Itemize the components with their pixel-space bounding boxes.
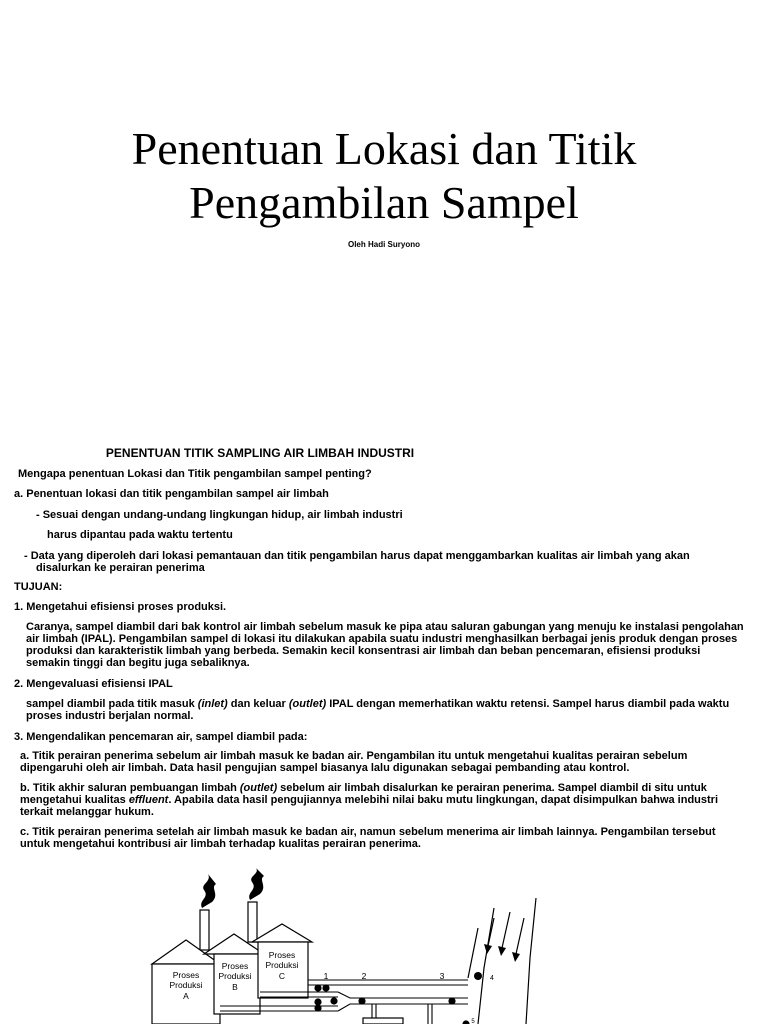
point-a-sub2-line1: - Data yang diperoleh dari lokasi pemantauan dan titik pengambilan harus dapat menggambarkan kualitas air limbah yang akan (24, 550, 690, 562)
point-a-sub1-line2: harus dipantau pada waktu tertentu (47, 529, 233, 541)
point-label-2: 2 (361, 971, 367, 981)
item2-text-b: dan keluar (227, 698, 289, 710)
item3b-outlet: (outlet) (239, 782, 278, 794)
tujuan-label: TUJUAN: (14, 581, 63, 593)
point-label-5: 5 (471, 1019, 475, 1024)
cover-title-line1: Penentuan Lokasi dan Titik (131, 123, 637, 174)
doc-question: Mengapa penentuan Lokasi dan Titik pengambilan sampel penting? (18, 468, 372, 480)
item3a: a. Titik perairan penerima sebelum air limbah masuk ke badan air. Pengambilan itu untuk mengetahui kualitas perairan sebelum dipengaruhi oleh air limbah. Data hasil pengujian sampel biasanya lalu digunakan sebagai pembanding atau kontrol. (20, 750, 688, 774)
river-right-bank (526, 898, 536, 1024)
item3c: c. Titik perairan penerima setelah air limbah masuk ke badan air, namun sebelum menerima air limbah lainnya. Pengambilan tersebut untuk mengetahui kontribusi air limbah terhadap kualitas perairan penerima. (20, 826, 716, 850)
cover-title (0, 122, 768, 230)
flow-arrows (488, 912, 524, 954)
item2-text-c: IPAL dengan memerhatikan waktu retensi. Sampel harus diambil pada waktu proses industri berjalan normal. (26, 698, 730, 722)
point-label-3: 3 (439, 971, 445, 981)
house-b-label-2: Produksi (218, 971, 252, 981)
point-label-4: 4 (490, 975, 494, 982)
point-a: a. Penentuan lokasi dan titik pengambilan sampel air limbah (14, 488, 329, 500)
smoke-a-icon (201, 874, 216, 908)
house-b-label-1: Proses (221, 961, 249, 971)
item3b-text-a: b. Titik akhir saluran pembuangan limbah (20, 782, 240, 794)
smoke-b-icon (249, 868, 264, 900)
doc-heading: PENENTUAN TITIK SAMPLING AIR LIMBAH INDUSTRI (105, 446, 415, 460)
chimney-b (248, 902, 257, 942)
item2-inlet: (inlet) (197, 698, 228, 710)
point-a-sub1-line1: - Sesuai dengan undang-undang lingkungan hidup, air limbah industri (36, 509, 403, 521)
chimney-a (200, 910, 209, 950)
point-label-1: 1 (323, 971, 329, 981)
cover-title-line2: Pengambilan Sampel (189, 177, 579, 228)
item3b-effluent: effluent (128, 794, 169, 806)
house-c-label-2: Produksi (265, 960, 299, 970)
item3b-text-c: . Apabila data hasil pengujiannya melebihi nilai baku mutu lingkungan, dapat disimpulkan bahwa industri terkait melanggar hukum. (20, 794, 719, 818)
cover-author: Oleh Hadi Suryono (347, 240, 420, 249)
house-c-label-1: Proses (268, 950, 296, 960)
control-tank (363, 1018, 403, 1024)
item2-body (26, 698, 746, 722)
house-c-label-3: C (278, 971, 286, 981)
point-a-sub2-line2: disalurkan ke perairan penerima (36, 562, 205, 574)
item3b (20, 782, 746, 818)
house-a-label-3: A (183, 991, 189, 1001)
sampling-diagram (138, 868, 558, 1024)
item3-title: 3. Mengendalikan pencemaran air, sampel diambil pada: (14, 731, 308, 743)
house-a-label-2: Produksi (169, 980, 203, 990)
cover-title-block (0, 122, 768, 249)
item1-title: 1. Mengetahui efisiensi proses produksi. (14, 601, 227, 613)
item2-outlet: (outlet) (288, 698, 327, 710)
item1-body: Caranya, sampel diambil dari bak kontrol air limbah sebelum masuk ke pipa atau saluran gabungan yang menuju ke instalasi pengolahan air limbah (IPAL). Pengambilan sampel di lokasi itu dilakukan apabila suatu industri menghasilkan berbagai jenis produk dengan proses produksi dan karakteristik limbah yang berbeda. Semakin kecil konsentrasi air limbah dan beban pencemaran, efisiensi produksi semakin tinggi dan begitu juga sebaliknya. (26, 621, 744, 669)
item2-title: 2. Mengevaluasi efisiensi IPAL (14, 678, 173, 690)
house-b-label-3: B (232, 982, 238, 992)
house-a-label-1: Proses (172, 970, 200, 980)
item2-text-a: sampel diambil pada titik masuk (26, 698, 198, 710)
item3b-text-b: sebelum air limbah disalurkan ke perairan penerima. Sampel diambil di situ untuk mengetahui kualitas (20, 782, 707, 806)
river-left-bank (468, 908, 494, 1024)
